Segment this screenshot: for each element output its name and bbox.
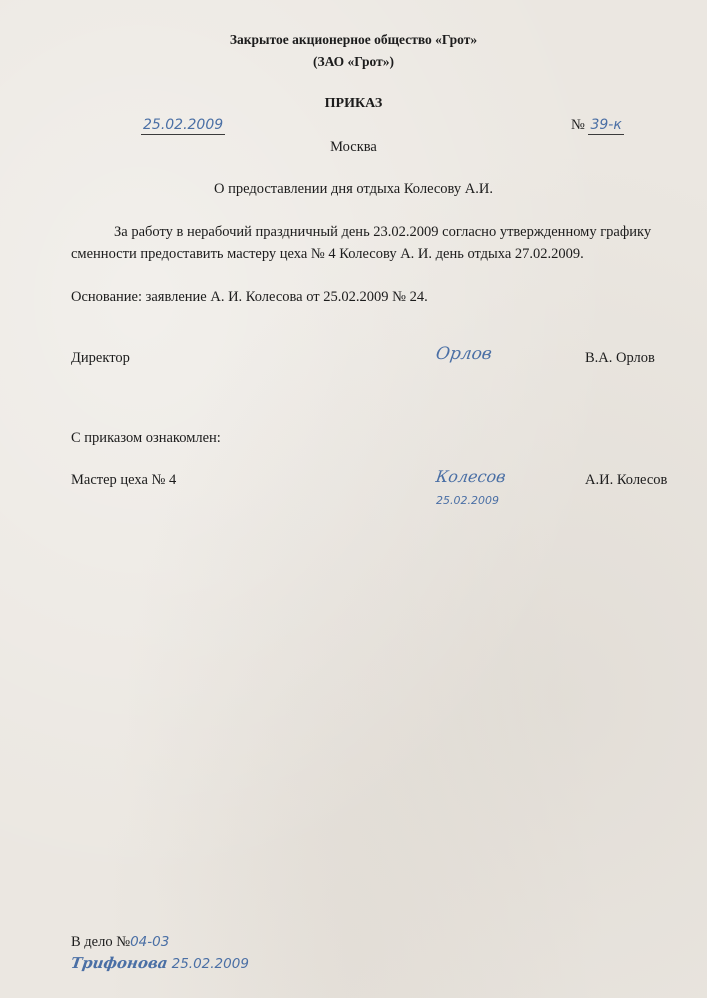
filing-line (71, 934, 169, 951)
order-number-field (571, 117, 624, 134)
order-date: 25.02.2009 (143, 117, 224, 133)
director-position: Директор (71, 350, 130, 366)
filing-label: В дело № (71, 934, 131, 950)
order-city: Москва (330, 139, 377, 155)
body-line-1: За работу в нерабочий праздничный день 23.02.2009 согласно утвержденному графику (114, 224, 652, 240)
director-name: В.А. Орлов (585, 350, 655, 366)
acquainted-heading: С приказом ознакомлен: (71, 430, 221, 446)
body-line-2: сменности предоставить мастеру цеха № 4 Колесову А. И. день отдыха 27.02.2009. (71, 246, 584, 262)
org-short-name: (ЗАО «Грот») (312, 54, 395, 69)
filing-date: 25.02.2009 (171, 956, 249, 972)
order-number-label: № (571, 117, 585, 133)
order-title: ПРИКАЗ (324, 96, 383, 111)
basis-line: Основание: заявление А. И. Колесова от 25.02.2009 № 24. (71, 289, 428, 305)
acquainted-position: Мастер цеха № 4 (71, 472, 177, 488)
org-name: Закрытое акционерное общество «Грот» (229, 32, 478, 47)
order-number: 39-к (590, 117, 622, 133)
director-signature: Орлов (434, 344, 494, 364)
acquainted-name: А.И. Колесов (585, 472, 668, 488)
filing-number: 04-03 (130, 934, 170, 950)
order-subject: О предоставлении дня отдыха Колесову А.И. (214, 181, 493, 197)
acquainted-signature: Колесов (434, 467, 507, 486)
filing-signature: Трифонова (69, 954, 169, 972)
acquainted-sign-date: 25.02.2009 (436, 494, 499, 507)
filing-signature-line (71, 954, 249, 973)
